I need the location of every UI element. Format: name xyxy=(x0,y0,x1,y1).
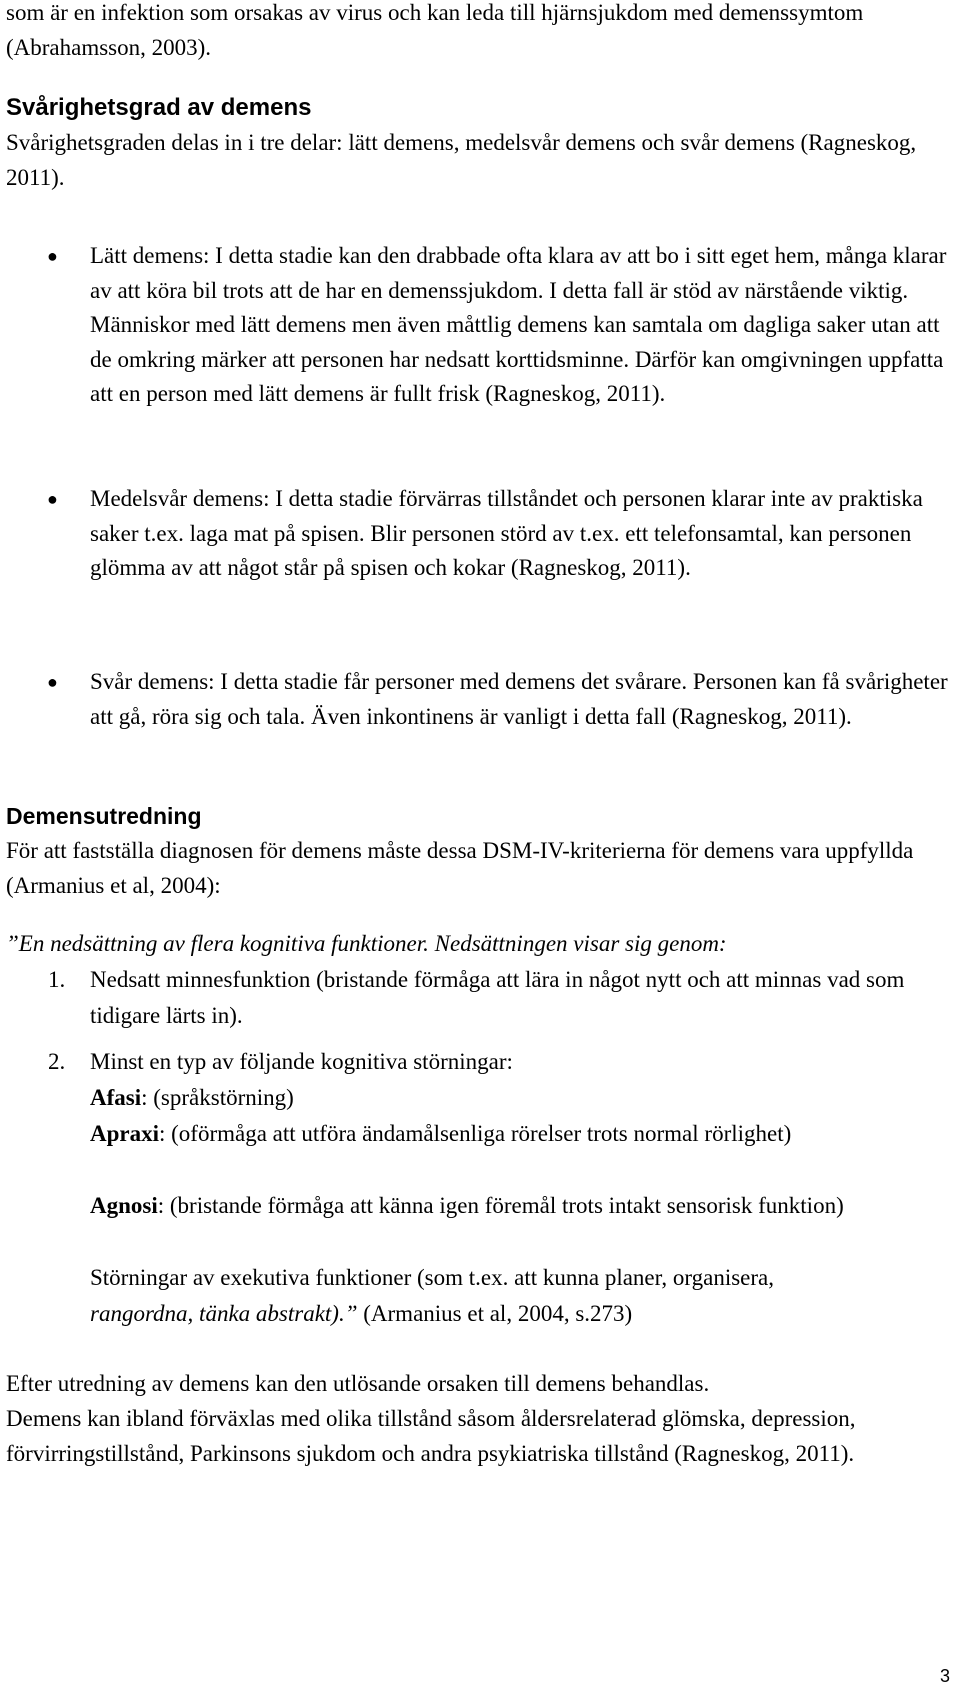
bullet-text: Lätt demens: I detta stadie kan den drabbade ofta klara av att bo i sitt eget hem, många klarar av att köra bil trots att de har en demenssjukdom. I detta fall är stöd av närstående viktig. Människor med lätt demens men även måttlig demens kan samtala om dagliga saker utan att de omkring märker att personen har nedsatt korttidsminne. Därför kan omgivningen uppfatta att en person med lätt demens är fullt frisk (Ragneskog, 2011). xyxy=(90,243,947,406)
item-number: 2. xyxy=(48,1049,66,1074)
bullet-icon: ● xyxy=(47,489,58,509)
assessment-paragraph: För att fastställa diagnosen för demens måste dessa DSM-IV-kriterierna för demens vara uppfyllda (Armanius et al, 2004): xyxy=(6,838,914,898)
bullet-icon: ● xyxy=(47,672,58,692)
quote-intro: ”En nedsättning av flera kognitiva funktioner. Nedsättningen visar sig genom: xyxy=(6,931,727,956)
severity-paragraph: Svårighetsgraden delas in i tre delar: lätt demens, medelsvår demens och svår demens (Ragneskog, 2011). xyxy=(6,130,917,190)
intro-paragraph: som är en infektion som orsakas av virus och kan leda till hjärnsjukdom med demenssymtom (Abrahamsson, 2003). xyxy=(6,0,864,60)
item-text: Nedsatt minnesfunktion (bristande förmåga att lära in något nytt och att minnas vad som tidigare lärts in). xyxy=(90,967,905,1028)
page-number: 3 xyxy=(939,1666,950,1686)
sub-item-executive: Störningar av exekutiva funktioner (som t.ex. att kunna planer, organisera, rangordna, tänka abstrakt).” (Armanius et al, 2004, s.273) xyxy=(90,1265,774,1326)
assessment-heading: Demensutredning xyxy=(6,803,202,829)
item-number: 1. xyxy=(48,967,66,992)
severity-heading: Svårighetsgrad av demens xyxy=(6,94,312,121)
closing-paragraph-2: Demens kan ibland förväxlas med olika tillstånd såsom åldersrelaterad glömska, depression, förvirringstillstånd, Parkinsons sjukdom och andra psykiatriska tillstånd (Ragneskog, 2011). xyxy=(6,1406,856,1466)
item-text: Minst en typ av följande kognitiva störningar: xyxy=(90,1049,513,1074)
sub-item-afasi: Afasi: (språkstörning) xyxy=(90,1085,294,1110)
bullet-icon: ● xyxy=(47,246,58,266)
bullet-text: Medelsvår demens: I detta stadie förvärras tillståndet och personen klarar inte av praktiska saker t.ex. laga mat på spisen. Blir personen störd av t.ex. ett telefonsamtal, kan personen glömma av att något står på spisen och kokar (Ragneskog, 2011). xyxy=(90,486,923,580)
bullet-text: Svår demens: I detta stadie får personer med demens det svårare. Personen kan få svårigheter att gå, röra sig och tala. Även inkontinens är vanligt i detta fall (Ragneskog, 2011). xyxy=(90,669,948,729)
closing-paragraph-1: Efter utredning av demens kan den utlösande orsaken till demens behandlas. xyxy=(6,1371,710,1396)
sub-item-apraxi: Apraxi: (oförmåga att utföra ändamålsenliga rörelser trots normal rörlighet) xyxy=(90,1121,792,1146)
sub-item-agnosi: Agnosi: (bristande förmåga att känna igen föremål trots intakt sensorisk funktion) xyxy=(90,1193,844,1218)
